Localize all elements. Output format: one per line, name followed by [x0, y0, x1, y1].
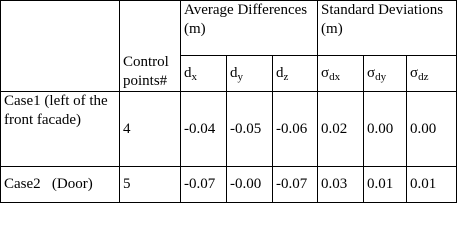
case2-control-points: 5: [120, 167, 181, 203]
case1-dy: -0.05: [227, 92, 273, 167]
case2-sigma-dy: 0.01: [364, 167, 407, 203]
control-points-header: Control points#: [120, 1, 181, 92]
case1-sigma-dy: 0.00: [364, 92, 407, 167]
case1-control-points: 4: [120, 92, 181, 167]
case1-dz: -0.06: [273, 92, 318, 167]
corner-cell: [1, 1, 120, 92]
dx-header: $d_x$: [181, 56, 227, 92]
case2-dz: -0.07: [273, 167, 318, 203]
case2-dy: -0.00: [227, 167, 273, 203]
sigma-dx-header: $\sigma_{dx}$: [318, 56, 364, 92]
case1-label: Case1 (left of the front facade): [1, 92, 120, 167]
case1-dx: -0.04: [181, 92, 227, 167]
header-row-1: [1, 1, 457, 56]
case1-sigma-dz: 0.00: [407, 92, 457, 167]
dy-header: $d_y$: [227, 56, 273, 92]
case1-sigma-dx: 0.02: [318, 92, 364, 167]
case2-label: Case2 (Door): [1, 167, 120, 203]
average-differences-header: Average Differences (m): [181, 1, 318, 56]
case2-sigma-dz: 0.01: [407, 167, 457, 203]
sigma-dy-header: $\sigma_{dy}$: [364, 56, 407, 92]
case2-sigma-dx: 0.03: [318, 167, 364, 203]
standard-deviations-header: Standard Deviations (m): [318, 1, 457, 56]
case2-dx: -0.07: [181, 167, 227, 203]
sigma-dz-header: $\sigma_{dz}$: [407, 56, 457, 92]
table-row: [1, 167, 457, 203]
dz-header: $d_z$: [273, 56, 318, 92]
table-row: [1, 92, 457, 167]
